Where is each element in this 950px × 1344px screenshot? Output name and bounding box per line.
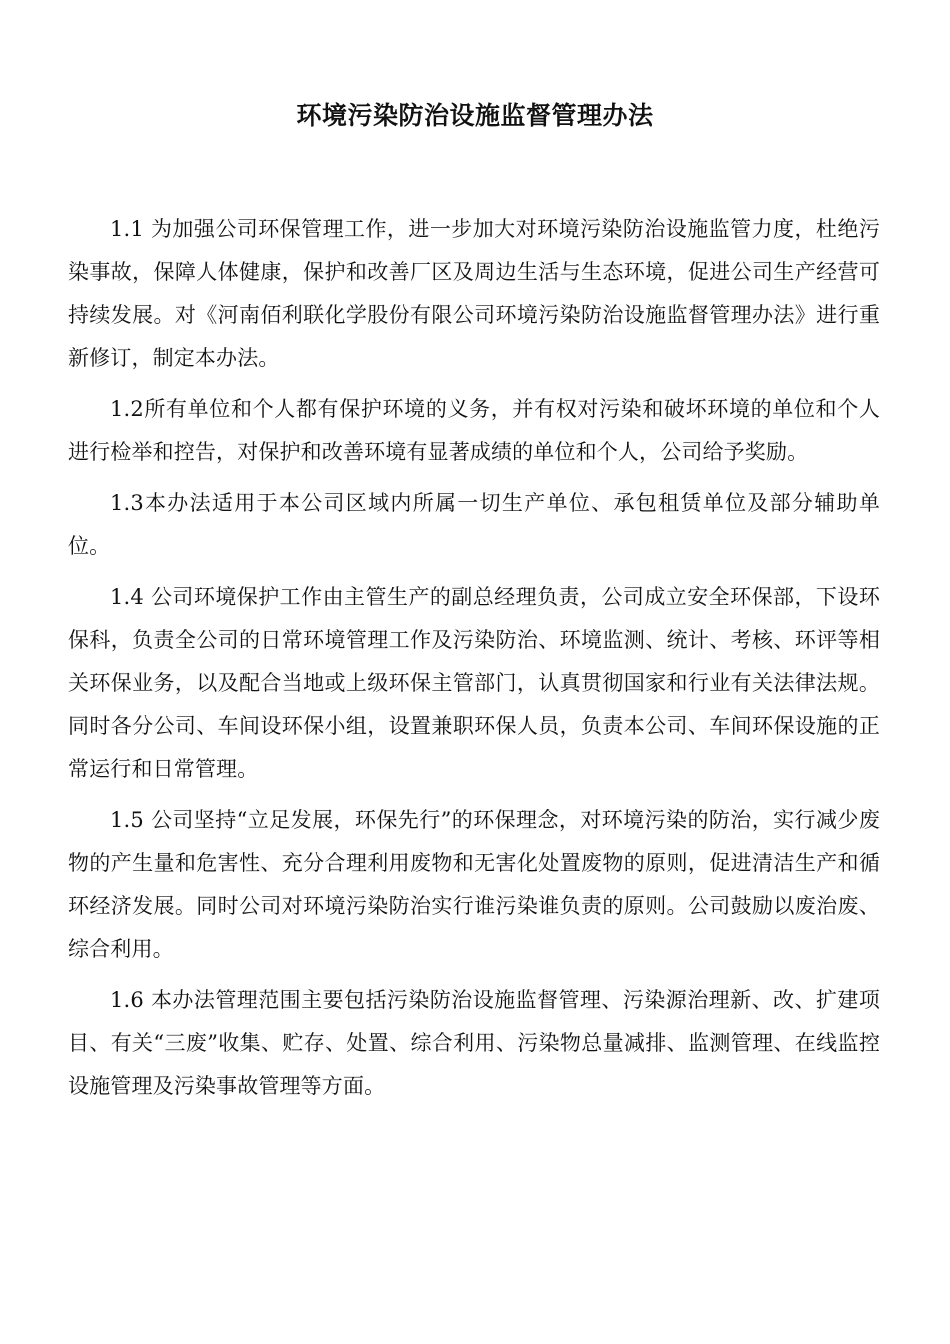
document-body	[68, 208, 880, 1116]
paragraph-1-5: 1.5 公司坚持“立足发展，环保先行”的环保理念，对环境污染的防治，实行减少废物的产生量和危害性、充分合理利用废物和无害化处置废物的原则，促进清洁生产和循环经济发展。同时公司对环境污染防治实行谁污染谁负责的原则。公司鼓励以废治废、综合利用。	[68, 808, 880, 961]
paragraph-1-2: 1.2所有单位和个人都有保护环境的义务，并有权对污染和破坏环境的单位和个人进行检举和控告，对保护和改善环境有显著成绩的单位和个人，公司给予奖励。	[68, 397, 880, 464]
paragraph-1-1: 1.1 为加强公司环保管理工作，进一步加大对环境污染防治设施监管力度，杜绝污染事故，保障人体健康，保护和改善厂区及周边生活与生态环境，促进公司生产经营可持续发展。对《河南佰利联化学股份有限公司环境污染防治设施监督管理办法》进行重新修订，制定本办法。	[68, 217, 880, 370]
paragraph-1-6: 1.6 本办法管理范围主要包括污染防治设施监督管理、污染源治理新、改、扩建项目、有关“三废”收集、贮存、处置、综合利用、污染物总量减排、监测管理、在线监控设施管理及污染事故管理等方面。	[68, 988, 880, 1098]
document-title: 环境污染防治设施监督管理办法	[296, 101, 654, 130]
paragraph-1-3: 1.3本办法适用于本公司区域内所属一切生产单位、承包租赁单位及部分辅助单位。	[68, 491, 880, 558]
paragraph-1-4: 1.4 公司环境保护工作由主管生产的副总经理负责，公司成立安全环保部，下设环保科，负责全公司的日常环境管理工作及污染防治、环境监测、统计、考核、环评等相关环保业务，以及配合当地或上级环保主管部门，认真贯彻国家和行业有关法律法规。同时各分公司、车间设环保小组，设置兼职环保人员，负责本公司、车间环保设施的正常运行和日常管理。	[68, 585, 880, 781]
